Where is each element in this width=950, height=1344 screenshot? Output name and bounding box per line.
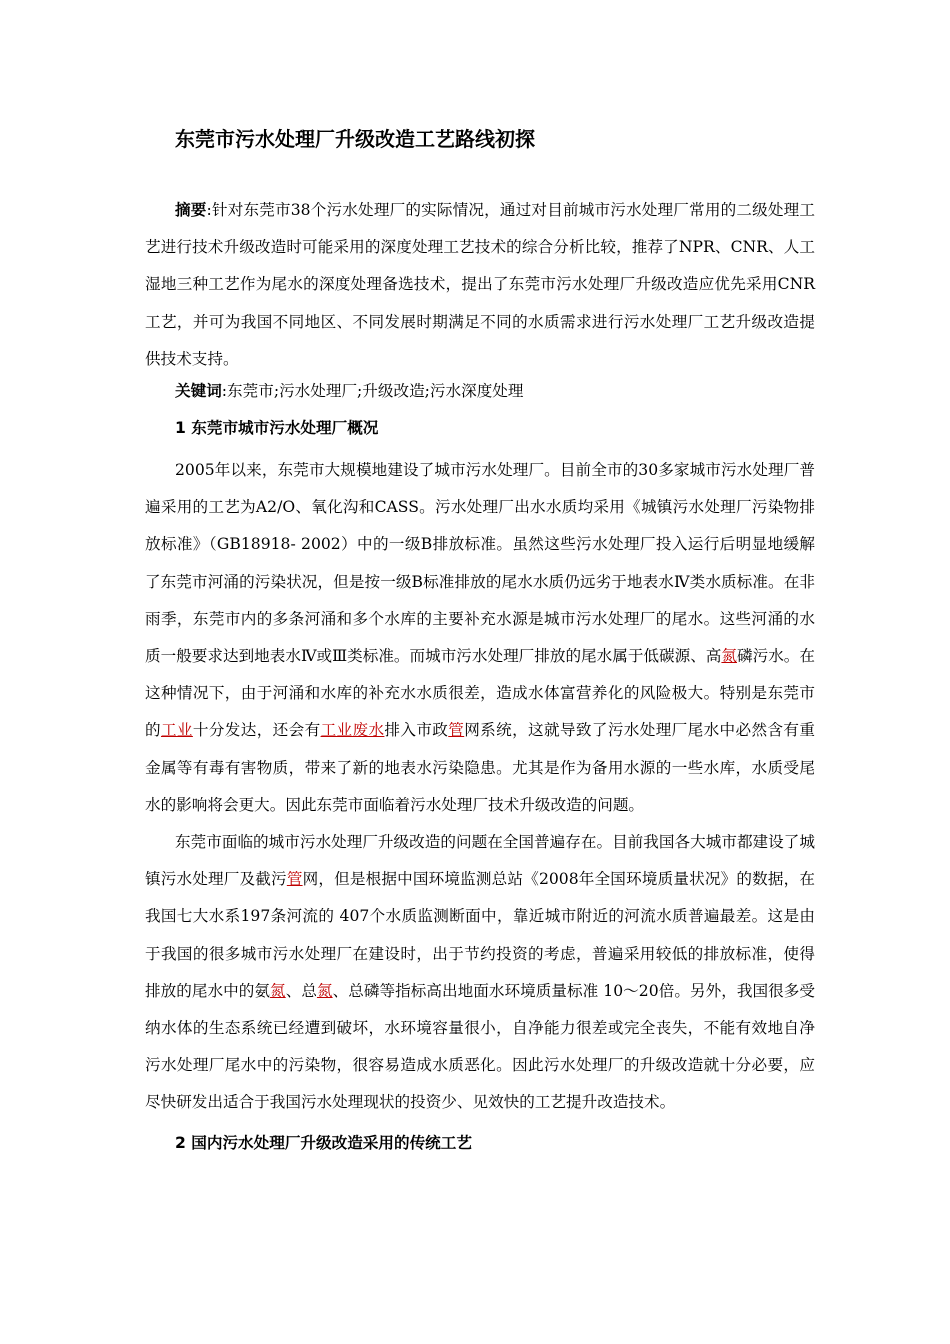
term-link-pipe[interactable]: 管 (286, 870, 303, 889)
term-link-nitrogen[interactable]: 氮 (721, 647, 738, 666)
section-1-paragraph-2 (145, 824, 815, 1122)
paragraph-text: 、总 (285, 981, 317, 1000)
abstract-text: :针对东莞市38个污水处理厂的实际情况，通过对目前城市污水处理厂常用的二级处理工艺进行技术升级改造时可能采用的深度处理工艺技术的综合分析比较，推荐了NPR、CNR、人工湿地三种工艺作为尾水的深度处理备选技术，提出了东莞市污水处理厂升级改造应优先采用CNR工艺，并可为我国不同地区、不同发展时期满足不同的水质需求进行污水处理厂工艺升级改造提供技术支持。 (145, 201, 815, 368)
paragraph-text: 排入市政 (384, 721, 449, 740)
term-link-industry[interactable]: 工业 (160, 721, 193, 740)
paragraph-text: 2005年以来，东莞市大规模地建设了城市污水处理厂。目前全市的30多家城市污水处理厂普遍采用的工艺为A2/O、氧化沟和CASS。污水处理厂出水水质均采用《城镇污水处理厂污染物排放标准》（GB18918- 2002）中的一级B排放标准。虽然这些污水处理厂投入运行后明显地缓解了东莞市河涌的污染状况，但是按一级B标准排放的尾水水质仍远劣于地表水Ⅳ类水质标准。在非雨季，东莞市内的多条河涌和多个水库的主要补充水源是城市污水处理厂的尾水。这些河涌的水质一般要求达到地表水Ⅳ或Ⅲ类标准。而城市污水处理厂排放的尾水属于低碳源、高 (145, 461, 815, 666)
term-link-nitrogen[interactable]: 氮 (316, 981, 333, 1000)
paragraph-text: 网，但是根据中国环境监测总站《2008年全国环境质量状况》的数据，在我国七大水系197条河流的 407个水质监测断面中，靠近城市附近的河流水质普遍最差。这是由于我国的很多城市污水处理厂在建设时，出于节约投资的考虑，普遍采用较低的排放标准，使得排放的尾水中的氨 (145, 870, 815, 1000)
term-link-industrial-wastewater[interactable]: 工业废水 (320, 721, 385, 740)
document-page (145, 124, 815, 1167)
section-2-heading: 2 国内污水处理厂升级改造采用的传统工艺 (175, 1133, 472, 1152)
term-link-pipe[interactable]: 管 (448, 721, 465, 740)
paragraph-text: 十分发达，还会有 (192, 721, 321, 740)
paragraph-text: 磷污水。在这种情况下，由于河涌和水库的补充水水质很差，造成水体富营养化的风险极大。特别是东莞市的 (145, 647, 815, 740)
keywords-paragraph (145, 378, 815, 405)
document-title: 东莞市污水处理厂升级改造工艺路线初探 (175, 127, 535, 151)
term-link-nitrogen[interactable]: 氮 (270, 981, 286, 1000)
paragraph-text: 、总磷等指标高出地面水环境质量标准 10～20倍。另外，我国很多受纳水体的生态系统已经遭到破坏，水环境容量很小，自净能力很差或完全丧失，不能有效地自净污水处理厂尾水中的污染物，很容易造成水质恶化。因此污水处理厂的升级改造就十分必要，应尽快研发出适合于我国污水处理现状的投资少、见效快的工艺提升改造技术。 (145, 981, 815, 1112)
abstract-paragraph (145, 192, 815, 378)
keywords-label: 关键词 (175, 382, 222, 401)
keywords-text: :东莞市;污水处理厂;升级改造;污水深度处理 (221, 382, 524, 401)
section-1-heading: 1 东莞市城市污水处理厂概况 (175, 419, 379, 438)
paragraph-text: 东莞市面临的城市污水处理厂升级改造的问题在全国普遍存在。目前我国各大城市都建设了城镇污水处理厂及截污 (145, 833, 815, 889)
section-1-paragraph-1 (145, 452, 815, 824)
abstract-label: 摘要 (175, 201, 207, 219)
paragraph-text: 网系统，这就导致了污水处理厂尾水中必然含有重金属等有毒有害物质，带来了新的地表水污染隐患。尤其是作为备用水源的一些水库，水质受尾水的影响将会更大。因此东莞市面临着污水处理厂技术升级改造的问题。 (145, 721, 815, 814)
